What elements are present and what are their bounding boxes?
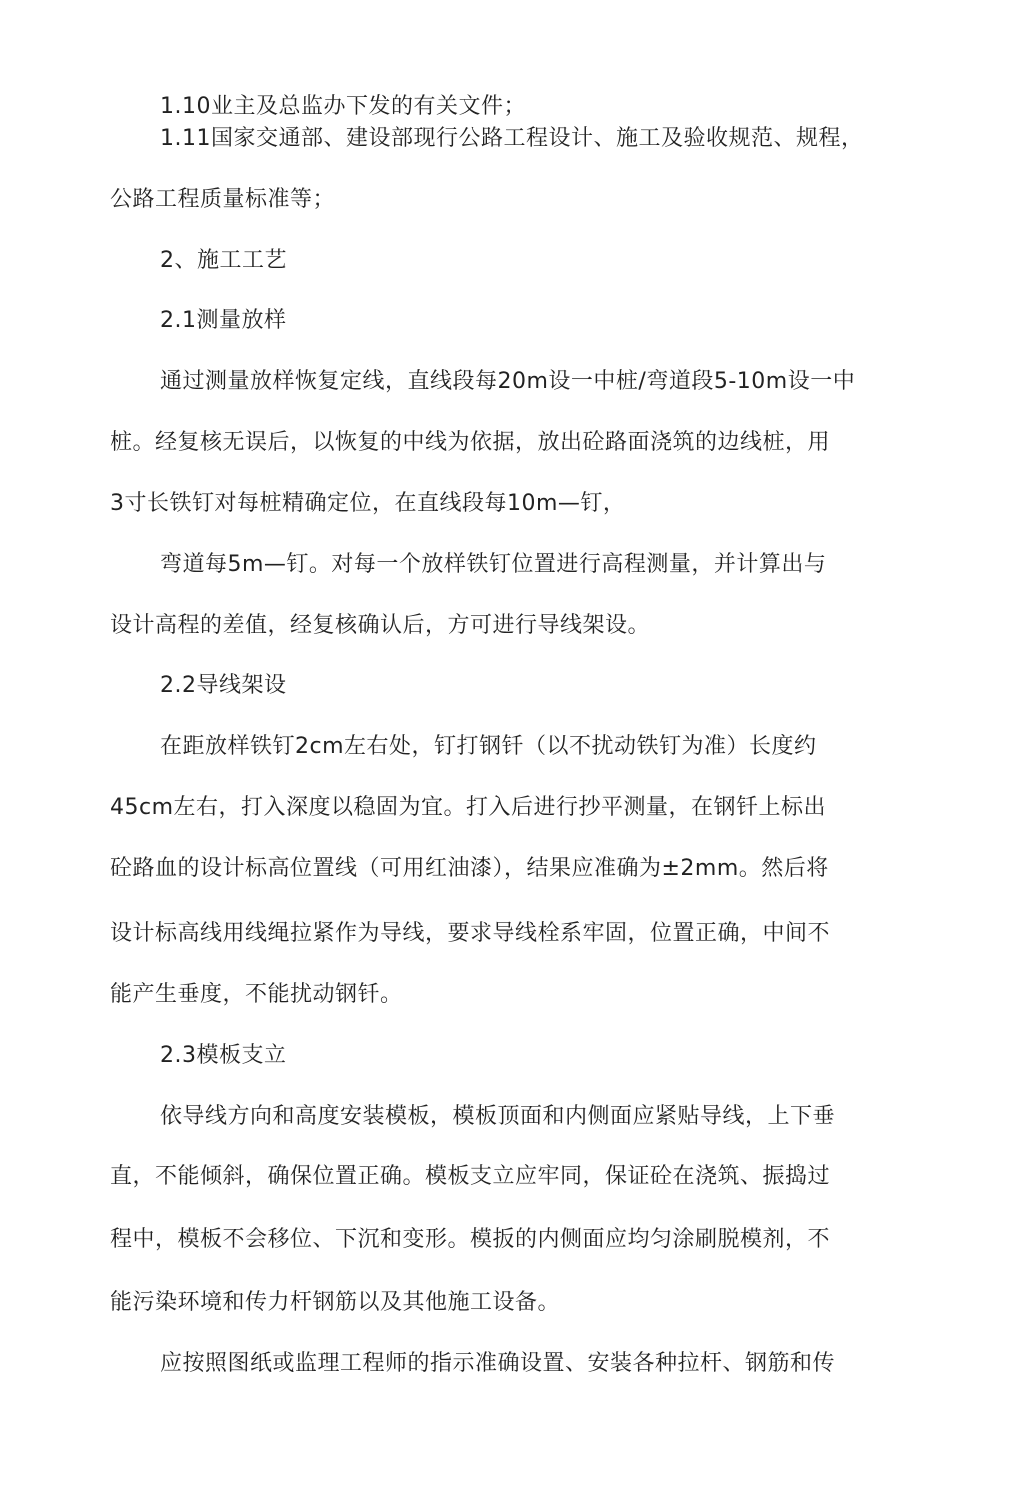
text-line-2-1-d: 弯道每5m—钉。对每一个放样铁钉位置进行高程测量，并计算出与 xyxy=(160,552,827,577)
text-line-2-1-e: 设计高程的差值，经复核确认后，方可进行导线架设。 xyxy=(110,613,651,638)
text-line-2-3-e: 应按照图纸或监理工程师的指示准确设置、安装各种拉杆、钢筋和传 xyxy=(160,1351,836,1376)
text-line-2-1-b: 桩。经复核无误后，以恢复的中线为依据，放出砼路面浇筑的边线桩，用 xyxy=(110,430,831,455)
text-line-2-3-b: 直，不能倾斜，确保位置正确。模板支立应牢同，保证砼在浇筑、振捣过 xyxy=(110,1164,831,1189)
text-line-2-3-c: 程中，模板不会移位、下沉和变形。模扳的内侧面应均匀涂刷脱模剂，不 xyxy=(110,1227,831,1252)
section-heading-2-3: 2.3模板支立 xyxy=(160,1043,287,1068)
text-line-2-1-c: 3寸长铁钉对每桩精确定位，在直线段每10m—钉， xyxy=(110,491,626,516)
text-line-1-11-cont: 公路工程质量标准等； xyxy=(110,187,336,212)
text-line-2-2-d: 设计标高线用线绳拉紧作为导线，要求导线栓系牢固，位置正确，中间不 xyxy=(110,921,831,946)
text-line-1-11: 1.11国家交通部、建设部现行公路工程设计、施工及验收规范、规程， xyxy=(160,126,864,151)
section-heading-2: 2、施工工艺 xyxy=(160,248,287,273)
text-line-2-3-d: 能污染环境和传力杆钢筋以及其他施工设备。 xyxy=(110,1290,561,1315)
text-line-2-2-a: 在距放样铁钉2cm左右处，钉打钢钎（以不扰动铁钉为准）长度约 xyxy=(160,734,817,759)
text-line-2-3-a: 依导线方向和高度安装模板，模板顶面和内侧面应紧贴导线，上下垂 xyxy=(160,1104,836,1129)
text-line-2-2-e: 能产生垂度，不能扰动钢钎。 xyxy=(110,982,403,1007)
text-line-2-2-c: 砼路血的设计标高位置线（可用红油漆），结果应准确为±2mm。然后将 xyxy=(110,856,829,881)
section-heading-2-2: 2.2导线架设 xyxy=(160,673,287,698)
text-line-2-1-a: 通过测量放样恢复定线，直线段每20m设一中桩/弯道段5-10m设一中 xyxy=(160,369,856,394)
section-heading-2-1: 2.1测量放样 xyxy=(160,308,287,333)
text-line-2-2-b: 45cm左右，打入深度以稳固为宜。打入后进行抄平测量，在钢钎上标出 xyxy=(110,795,827,820)
text-line-1-10: 1.10业主及总监办下发的有关文件； xyxy=(160,94,526,119)
